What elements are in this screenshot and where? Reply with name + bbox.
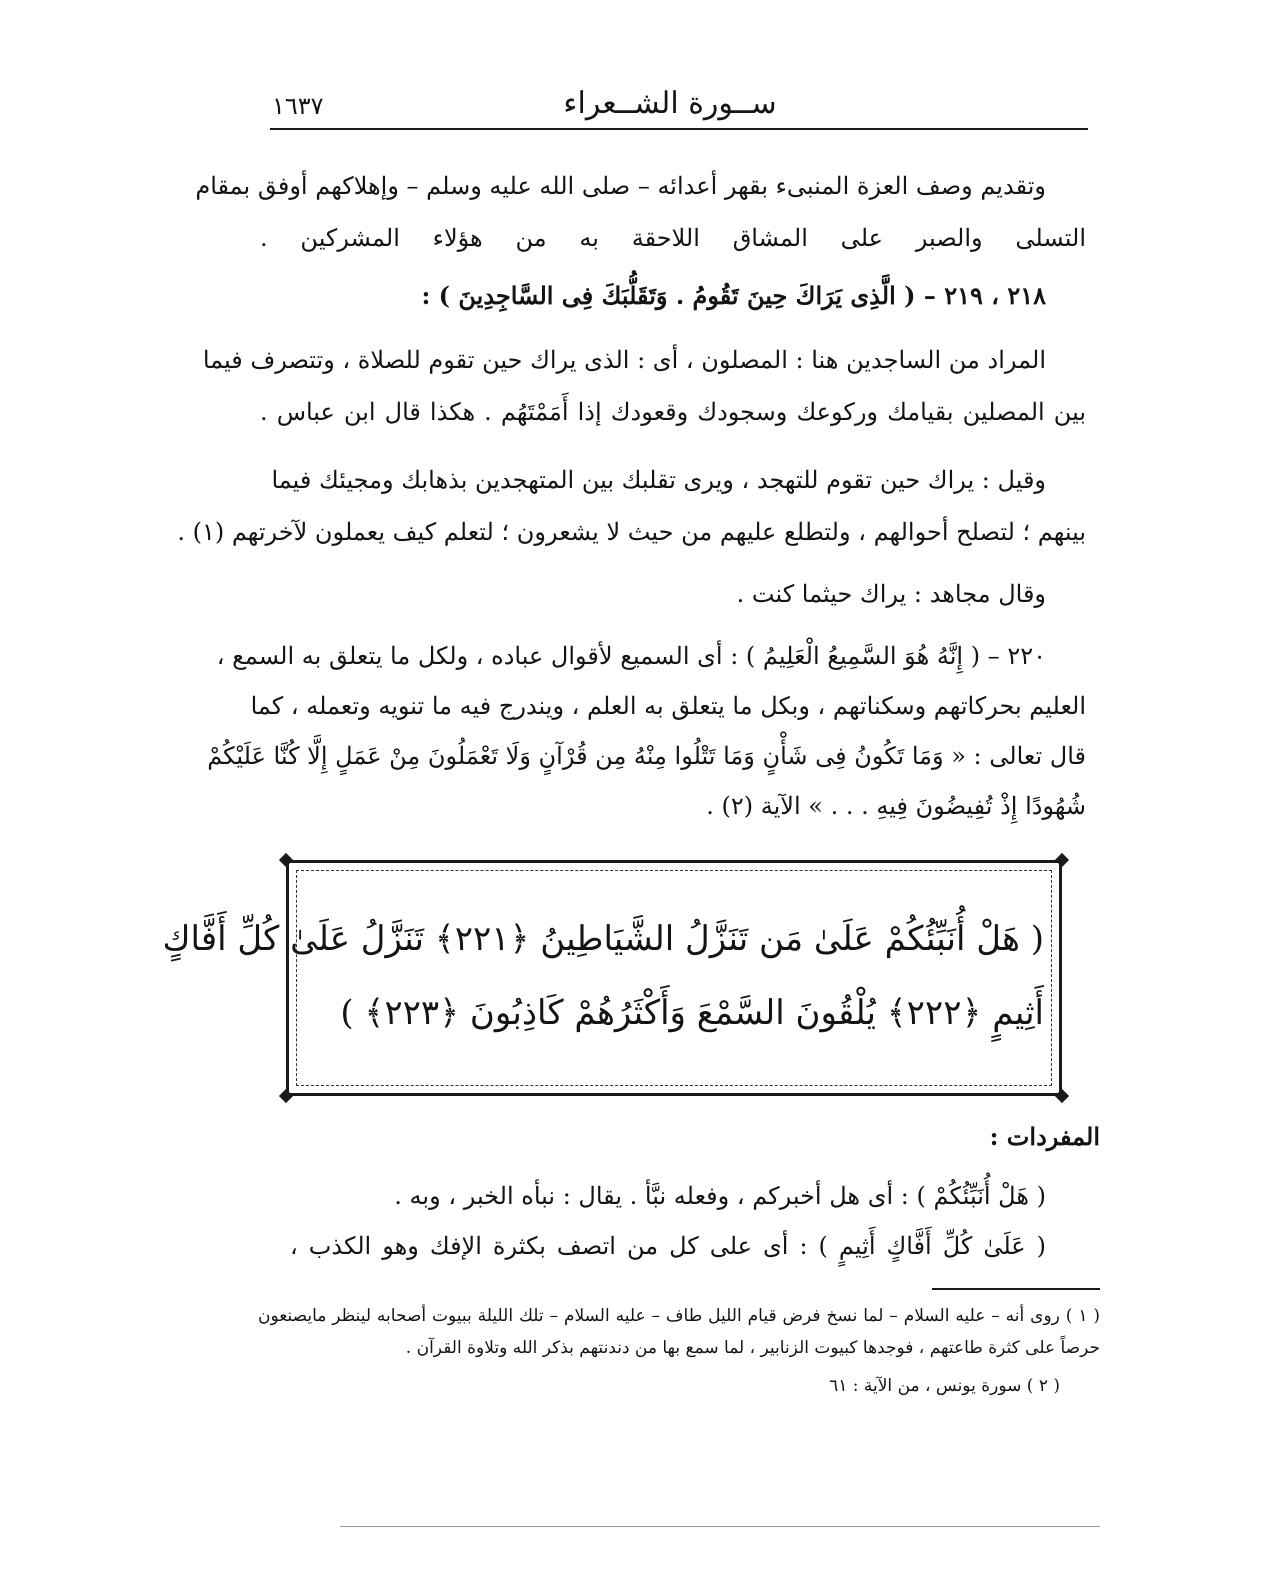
header-rule [270, 128, 1088, 130]
footnote-rule [932, 1288, 1100, 1290]
footnote-1-line2: حرصاً على كثرة طاعتهم ، فوجدها كبيوت الزنابير ، لما سمع بها من دندنتهم بذكر الله وتلاوة القرآن . [405, 1338, 1100, 1358]
bottom-scan-line [340, 1526, 1100, 1527]
para2-line2: بين المصلين بقيامك وركوعك وسجودك وقعودك إذا أَمَمْتَهُم . هكذا قال ابن عباس . [260, 398, 1086, 426]
para2-line1: المراد من الساجدين هنا : المصلون ، أى : الذى يراك حين تقوم للصلاة ، وتتصرف فيما [202, 346, 1046, 374]
para3-line2: بينهم ؛ لتصلح أحوالهم ، ولتطلع عليهم من حيث لا يشعرون ؛ لتعلم كيف يعملون لآخرتهم (١) . [177, 518, 1086, 546]
footnote-1-line1: ( ١ ) روى أنه – عليه السلام – لما نسخ فرض قيام الليل طاف – عليه السلام – تلك الليلة ببيوت أصحابه لينظر مايصنعون [258, 1306, 1100, 1326]
verse-box-line1: ( هَلْ أُنَبِّئُكُمْ عَلَىٰ مَن تَنَزَّلُ الشَّيَاطِينُ ﴿٢٢١﴾ تَنَزَّلُ عَلَىٰ كُلِّ أَفَّاكٍ [162, 919, 1044, 959]
mufradat-heading: المفردات : [989, 1122, 1100, 1151]
para3-line1: وقيل : يراك حين تقوم للتهجد ، ويرى تقلبك بين المتهجدين بذهابك ومجيئك فيما [271, 466, 1046, 494]
footnote-2: ( ٢ ) سورة يونس ، من الآية : ٦١ [829, 1376, 1060, 1396]
verse-ref-218-219: ٢١٨ ، ٢١٩ – ( الَّذِى يَرَاكَ حِينَ تَقُومُ . وَتَقَلُّبَكَ فِى السَّاجِدِينَ ) : [421, 281, 1046, 310]
para5-line1: ٢٢٠ – ( إِنَّهُ هُوَ السَّمِيعُ الْعَلِيمُ ) : أى السميع لأقوال عباده ، ولكل ما يتعلق به السمع ، [216, 642, 1046, 670]
para5-line3: قال تعالى : « وَمَا تَكُونُ فِى شَأْنٍ وَمَا تَتْلُوا مِنْهُ مِن قُرْآنٍ وَلَا تَعْمَلُونَ مِنْ عَمَلٍ إِلَّا كُنَّا عَلَيْكُمْ [207, 742, 1086, 770]
para4-line: وقال مجاهد : يراك حيثما كنت . [736, 580, 1046, 608]
surah-title: ســورة الشــعراء [563, 86, 777, 121]
page-number: ١٦٣٧ [272, 92, 324, 120]
verse-box-line2: أَثِيمٍ ﴿٢٢٢﴾ يُلْقُونَ السَّمْعَ وَأَكْثَرُهُمْ كَاذِبُونَ ﴿٢٢٣﴾ ) [340, 993, 1044, 1033]
para5-line4: شُهُودًا إِذْ تُفِيضُونَ فِيهِ . . . » الآية (٢) . [706, 792, 1086, 820]
mufradat-item2: ( عَلَىٰ كُلِّ أَفَّاكٍ أَثِيمٍ ) : أى على كل من اتصف بكثرة الإفك وهو الكذب ، [290, 1232, 1046, 1260]
para5-line2: العليم بحركاتهم وسكناتهم ، وبكل ما يتعلق به العلم ، ويندرج فيه ما تنويه وتعمله ، كما [250, 692, 1086, 720]
para1-line2: التسلى والصبر على المشاق اللاحقة به من هؤلاء المشركين . [260, 224, 1086, 252]
mufradat-item1: ( هَلْ أُنَبِّئُكُمْ ) : أى هل أخبركم ، وفعله نبَّأ . يقال : نبأه الخبر ، وبه . [394, 1182, 1046, 1210]
para1-line1: وتقديم وصف العزة المنبىء بقهر أعدائه – صلى الله عليه وسلم – وإهلاكهم أوفق بمقام [195, 172, 1046, 200]
